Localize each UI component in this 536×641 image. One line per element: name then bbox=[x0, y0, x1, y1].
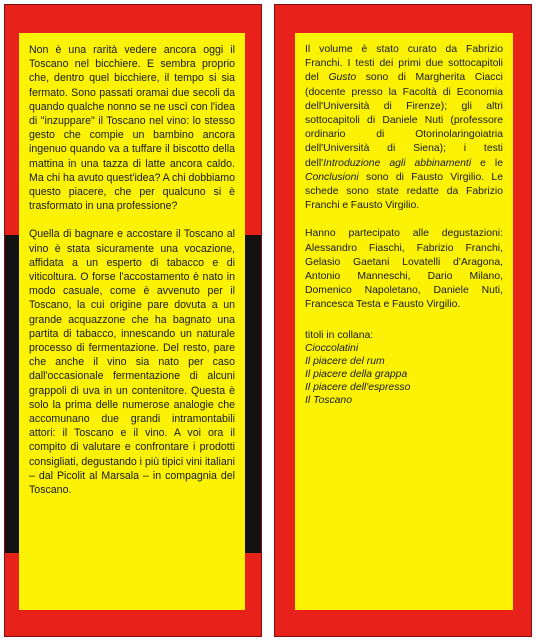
series-item: Il piacere della grappa bbox=[305, 368, 408, 380]
series-title: titoli in collana: bbox=[305, 329, 374, 341]
tasters-paragraph: Hanno partecipato alle degustazioni: Alessandro Fiaschi, Fabrizio Franchi, Gelasio Gaetani Lovatelli d'Aragona, Antonio Manneschi, Dario Milano, Domenico Napoletano, Daniele Nuti, Francesca Testa e Fausto Virgilio. bbox=[305, 228, 503, 311]
intro-text-box bbox=[19, 33, 245, 610]
series-item: Il Toscano bbox=[305, 394, 352, 406]
intro-paragraph-1: Non è una rarità vedere ancora oggi il Toscano nel bicchiere. E sembra proprio che, dentro quel bicchiere, il tempo si sia fermato. Sono passati oramai due secoli da quando qualche nonno se ne uscì con l'idea di "inzuppare" il Toscano nel vino: lo stesso gesto che compie un bambino ancora ingenuo quando va a tuffare il biscotto della mattina in una tazza di latte ancora caldo. Ma chi ha avuto quest'idea? A chi dobbiamo questo piacere, che per qualcuno si è trasformato in una professione? bbox=[29, 44, 235, 213]
credits-text-box bbox=[295, 33, 513, 610]
credits-paragraph: Il volume è stato curato da Fabrizio Franchi. I testi dei primi due sottocapitoli del Gusto sono di Margherita Ciacci (docente presso la Facoltà di Economia dell'Università di Firenze); gli altri sottocapitoli di Daniele Nuti (professore ordinario di Otorinolaringoiatria dell'Università di Siena); i testi dell'Introduzione agli abbinamenti e le Conclusioni sono di Fausto Virgilio. Le schede sono state redatte da Fabrizio Franchi e Fausto Virgilio. bbox=[305, 44, 503, 212]
series-list bbox=[305, 329, 503, 407]
series-item: Il piacere del rum bbox=[305, 355, 385, 367]
series-item: Il piacere dell'espresso bbox=[305, 381, 411, 393]
left-flap bbox=[4, 4, 262, 637]
intro-paragraph-2: Quella di bagnare e accostare il Toscano al vino è stata sicuramente una vocazione, affidata a un esperto di tabacco e di viticoltura. O forse l'accostamento è nato in modo casuale, come è avvenuto per il Toscano, la cui origine pare dovuta a un grande acquazzone che ha bagnato una partita di tabacco, innescando un naturale processo di fermentazione. Del resto, pare che anche il vino sia nato per caso dall'occasionale fermentazione di alcuni grappoli di uva in un contenitore. Questa è solo la prima delle numerose analogie che accomunano due grandi intramontabili attori: il Toscano e il vino. A voi ora il compito di valutare e confrontare i prodotti consigliati, degustando i più tipici vini italiani – dal Picolit al Marsala – in compagnia del Toscano. bbox=[29, 228, 235, 497]
series-item: Cioccolatini bbox=[305, 342, 359, 354]
right-flap bbox=[274, 4, 532, 637]
